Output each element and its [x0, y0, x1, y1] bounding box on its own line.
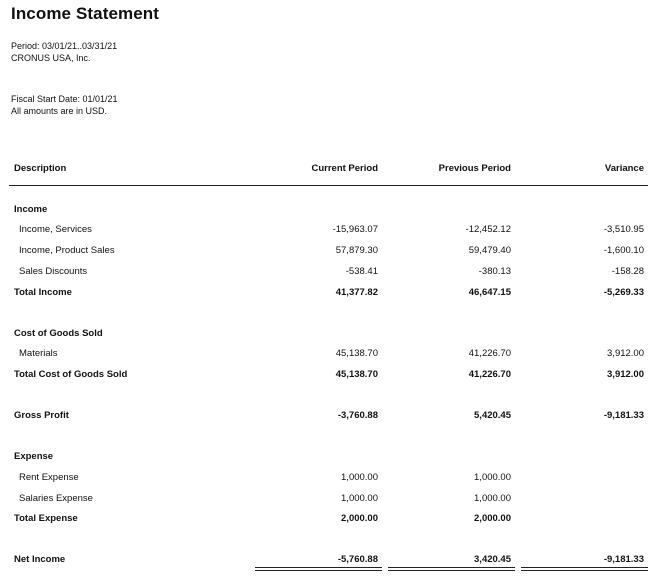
row-description: Sales Discounts	[19, 266, 88, 277]
current-period-value: -15,963.07	[332, 224, 378, 235]
net-income-row	[0, 554, 668, 568]
current-period-value: 41,377.82	[335, 287, 378, 298]
total-row-cost-of-goods-sold	[0, 369, 668, 383]
variance-value: 3,912.00	[607, 348, 644, 359]
current-period-value: 45,138.70	[335, 348, 378, 359]
gross-profit-row	[0, 410, 668, 424]
column-header-previous-period: Previous Period	[438, 163, 511, 174]
table-row	[0, 493, 668, 507]
report-title: Income Statement	[11, 4, 160, 23]
previous-period-value: 46,647.15	[468, 287, 511, 298]
previous-period-value: 41,226.70	[468, 369, 511, 380]
previous-period-value: 3,420.45	[474, 554, 511, 565]
variance-value: -9,181.33	[603, 554, 644, 565]
table-row	[0, 245, 668, 259]
previous-period-value: 2,000.00	[474, 513, 511, 524]
previous-period-value: 1,000.00	[474, 472, 511, 483]
previous-period-value: 1,000.00	[474, 493, 511, 504]
row-description: Net Income	[14, 554, 66, 565]
column-header-description: Description	[14, 163, 67, 174]
column-header-variance: Variance	[604, 163, 644, 174]
row-description: Total Cost of Goods Sold	[14, 369, 128, 380]
previous-period-value: 59,479.40	[468, 245, 511, 256]
variance-value: -5,269.33	[603, 287, 644, 298]
table-row	[0, 266, 668, 280]
variance-value: -158.28	[611, 266, 644, 277]
section-header-expense	[0, 451, 668, 465]
total-row-expense	[0, 513, 668, 527]
variance-value: 3,912.00	[607, 369, 644, 380]
column-header-current-period: Current Period	[311, 163, 378, 174]
variance-value: -3,510.95	[603, 224, 644, 235]
row-description: Salaries Expense	[19, 493, 93, 504]
net-income-current-double-underline	[255, 570, 382, 571]
previous-period-value: -380.13	[478, 266, 511, 277]
period-line: Period: 03/01/21..03/31/21	[11, 41, 118, 51]
row-description: Materials	[19, 348, 58, 359]
row-description: Income, Product Sales	[19, 245, 115, 256]
previous-period-value: 5,420.45	[474, 410, 511, 421]
company-name: CRONUS USA, Inc.	[11, 53, 91, 63]
current-period-value: 45,138.70	[335, 369, 378, 380]
total-row-income	[0, 287, 668, 301]
current-period-value: -538.41	[345, 266, 378, 277]
current-period-value: 57,879.30	[335, 245, 378, 256]
current-period-value: 1,000.00	[341, 493, 378, 504]
row-description: Income, Services	[19, 224, 92, 235]
section-header-income	[0, 204, 668, 218]
previous-period-value: 41,226.70	[468, 348, 511, 359]
previous-period-value: -12,452.12	[465, 224, 511, 235]
section-header-cost-of-goods-sold	[0, 328, 668, 342]
net-income-variance-double-underline	[521, 570, 648, 571]
current-period-value: 1,000.00	[341, 472, 378, 483]
current-period-value: -3,760.88	[337, 410, 378, 421]
header-divider	[9, 185, 648, 186]
variance-value: -9,181.33	[603, 410, 644, 421]
table-row	[0, 224, 668, 238]
row-description: Cost of Goods Sold	[14, 328, 103, 339]
row-description: Income	[14, 204, 48, 215]
net-income-variance-underline	[521, 567, 648, 568]
fiscal-start-date: Fiscal Start Date: 01/01/21	[11, 94, 118, 104]
row-description: Total Income	[14, 287, 72, 298]
currency-note: All amounts are in USD.	[11, 106, 108, 116]
row-description: Gross Profit	[14, 410, 69, 421]
row-description: Rent Expense	[19, 472, 79, 483]
row-description: Total Expense	[14, 513, 78, 524]
row-description: Expense	[14, 451, 54, 462]
net-income-previous-double-underline	[388, 570, 515, 571]
current-period-value: 2,000.00	[341, 513, 378, 524]
table-row	[0, 348, 668, 362]
net-income-current-underline	[255, 567, 382, 568]
table-row	[0, 472, 668, 486]
current-period-value: -5,760.88	[337, 554, 378, 565]
net-income-previous-underline	[388, 567, 515, 568]
variance-value: -1,600.10	[603, 245, 644, 256]
